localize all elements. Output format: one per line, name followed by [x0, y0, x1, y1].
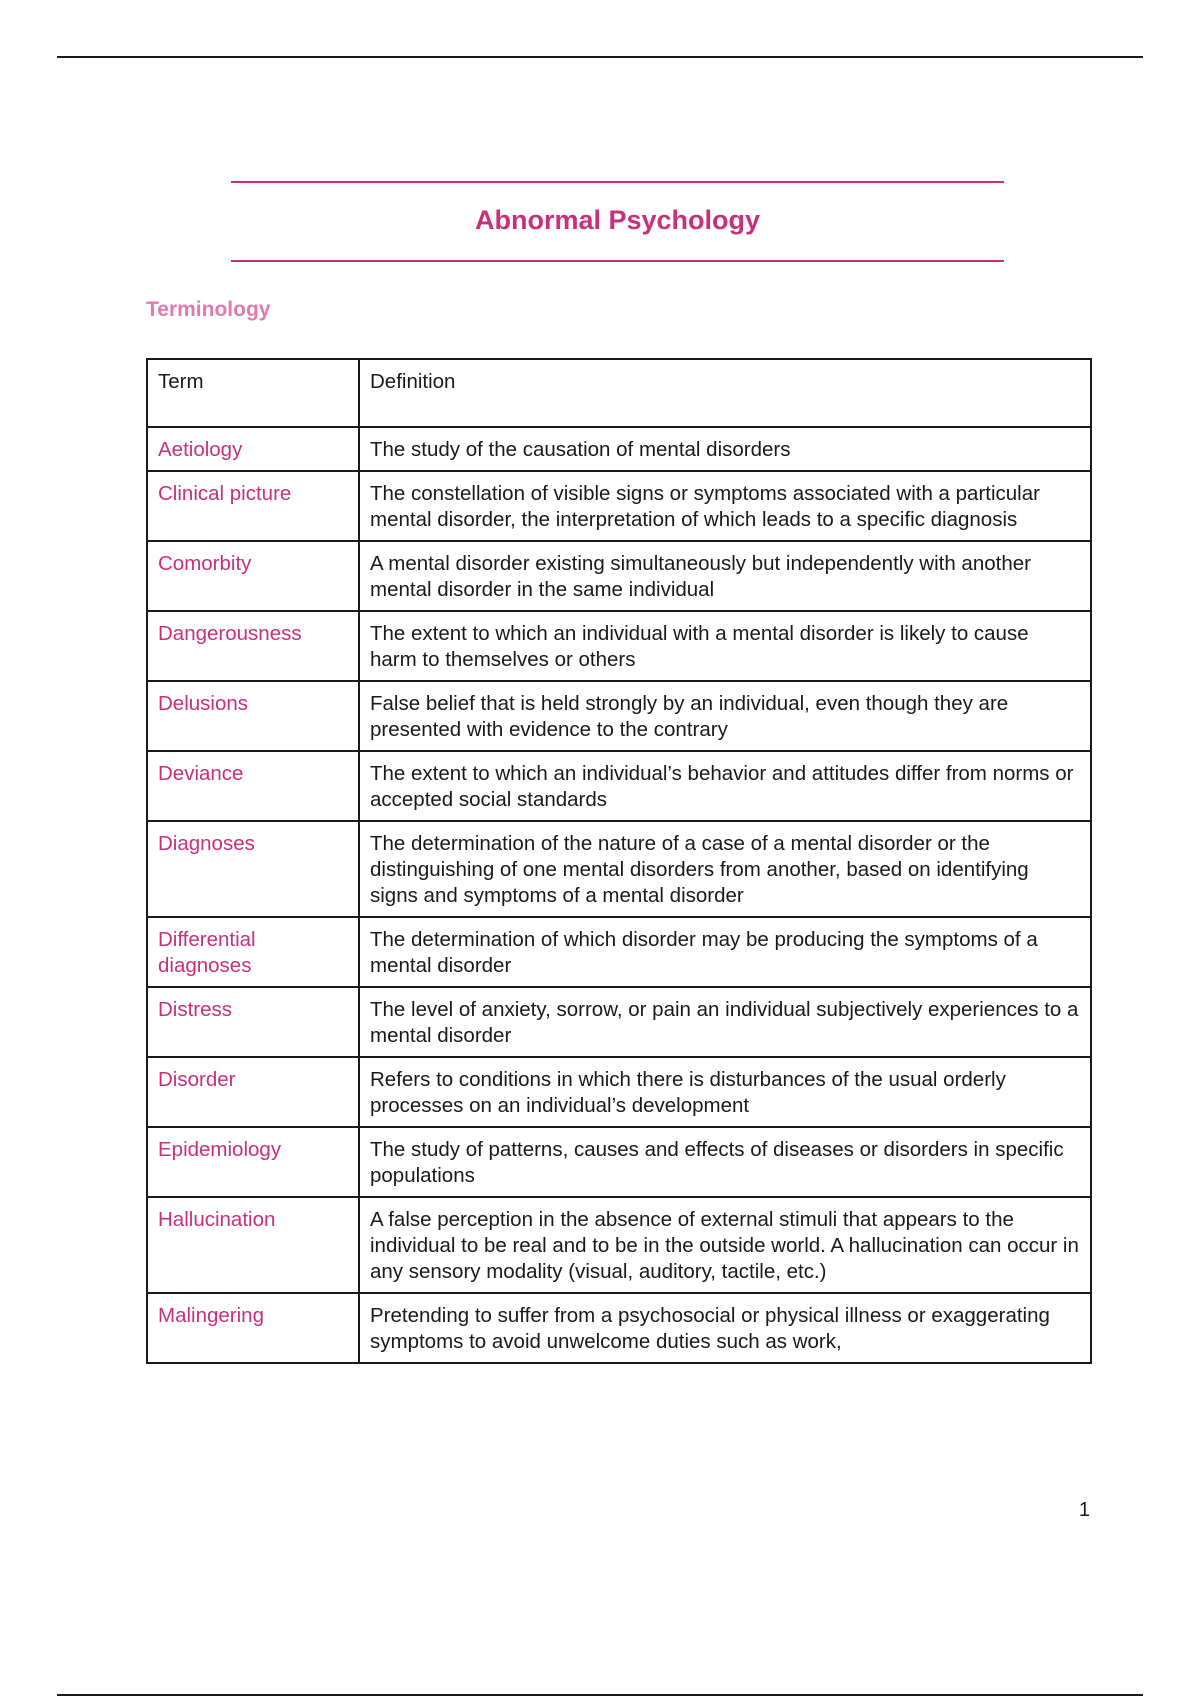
term-cell: Epidemiology: [147, 1127, 359, 1197]
terminology-table: [146, 358, 1092, 1364]
term-cell: Malingering: [147, 1293, 359, 1363]
definition-cell: False belief that is held strongly by an individual, even though they are presented with evidence to the contrary: [359, 681, 1091, 751]
definition-cell: The constellation of visible signs or symptoms associated with a particular mental disorder, the interpretation of which leads to a specific diagnosis: [359, 471, 1091, 541]
term-cell: Clinical picture: [147, 471, 359, 541]
table-row: [147, 1293, 1091, 1363]
page-bottom-border: [57, 1694, 1143, 1696]
column-header-definition: Definition: [359, 359, 1091, 427]
table-row: [147, 987, 1091, 1057]
table-row: [147, 751, 1091, 821]
term-cell: Dangerousness: [147, 611, 359, 681]
page-number: 1: [1078, 1499, 1090, 1521]
definition-cell: The extent to which an individual with a mental disorder is likely to cause harm to themselves or others: [359, 611, 1091, 681]
table-row: [147, 681, 1091, 751]
definition-cell: A false perception in the absence of external stimuli that appears to the individual to be real and to be in the outside world. A hallucination can occur in any sensory modality (visual, auditory, tactile, etc.): [359, 1197, 1091, 1293]
term-cell: Hallucination: [147, 1197, 359, 1293]
table-row: [147, 541, 1091, 611]
term-cell: Disorder: [147, 1057, 359, 1127]
title-rule-bottom: [231, 260, 1004, 262]
definition-cell: The determination of which disorder may be producing the symptoms of a mental disorder: [359, 917, 1091, 987]
column-header-term: Term: [147, 359, 359, 427]
definition-cell: The study of patterns, causes and effects of diseases or disorders in specific populations: [359, 1127, 1091, 1197]
section-heading-terminology: Terminology: [146, 298, 271, 321]
table-row: [147, 1127, 1091, 1197]
table-row: [147, 1057, 1091, 1127]
table-header-row: [147, 359, 1091, 427]
document-title: Abnormal Psychology: [474, 205, 761, 235]
title-rule-top: [231, 181, 1004, 183]
table-row: [147, 917, 1091, 987]
definition-cell: The study of the causation of mental disorders: [359, 427, 1091, 471]
definition-cell: The extent to which an individual’s behavior and attitudes differ from norms or accepted social standards: [359, 751, 1091, 821]
term-cell: Differential diagnoses: [147, 917, 359, 987]
term-cell: Deviance: [147, 751, 359, 821]
term-cell: Comorbity: [147, 541, 359, 611]
definition-cell: The level of anxiety, sorrow, or pain an individual subjectively experiences to a mental disorder: [359, 987, 1091, 1057]
table-row: [147, 611, 1091, 681]
definition-cell: Refers to conditions in which there is disturbances of the usual orderly processes on an individual’s development: [359, 1057, 1091, 1127]
term-cell: Diagnoses: [147, 821, 359, 917]
page-top-border: [57, 56, 1143, 58]
term-cell: Aetiology: [147, 427, 359, 471]
term-cell: Delusions: [147, 681, 359, 751]
table-row: [147, 821, 1091, 917]
definition-cell: Pretending to suffer from a psychosocial or physical illness or exaggerating symptoms to avoid unwelcome duties such as work,: [359, 1293, 1091, 1363]
table-row: [147, 471, 1091, 541]
term-cell: Distress: [147, 987, 359, 1057]
definition-cell: The determination of the nature of a case of a mental disorder or the distinguishing of one mental disorders from another, based on identifying signs and symptoms of a mental disorder: [359, 821, 1091, 917]
table-row: [147, 427, 1091, 471]
table-row: [147, 1197, 1091, 1293]
definition-cell: A mental disorder existing simultaneously but independently with another mental disorder in the same individual: [359, 541, 1091, 611]
